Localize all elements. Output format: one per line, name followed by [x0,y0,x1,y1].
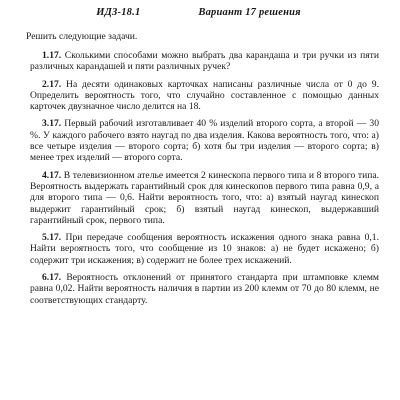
task-text: При передаче сообщения вероятность искажения одного знака равна 0,1. Найти вероятность того, что сообщение из 10 знаков: а) не будет искажено; б) содержит три искажения; в) содержит не более трех искажений. [30,232,379,266]
task-number: 6.17. [42,272,62,284]
task-number: 5.17. [42,232,62,244]
task-3 [30,118,379,163]
task-text: Вероятность отклонений от принятого стандарта при штамповке клемм равна 0,02. Найти вероятность наличия в партии из 200 клемм от 70 до 80 клемм, не соответствующих стандарту. [30,272,379,306]
task-4 [30,170,379,226]
task-number: 1.17. [42,50,62,61]
task-1 [30,50,379,73]
task-number: 2.17. [42,78,62,90]
intro-text: Решить следующие задачи. [26,31,138,42]
task-number: 4.17. [42,169,62,181]
variant-title: Вариант 17 решения [198,7,301,18]
page-header [18,7,379,18]
task-2 [30,79,379,113]
task-text: Сколькими способами можно выбрать два карандаша и три ручки из пяти различных карандашей и пяти различных ручек? [30,50,379,73]
task-number: 3.17. [42,118,62,130]
task-text: В телевизионном ательe имеется 2 кинескопа первого типа и 8 второго типа. Вероятность выдержать гарантийный срок для кинескопов первого типа равна 0,9, а для второго типа — 0,6. Найти вероятность того, что: а) взятый наугад кинескоп выдержит гарантийный срок; б) взятый наугад кинескоп, выдержавший гарантийный срок, первого типа. [30,169,379,226]
task-5 [30,232,379,266]
assignment-code: ИДЗ-18.1 [96,7,141,18]
task-text: На десяти одинаковых карточках написаны различные числа от 0 до 9. Определить вероятность того, что случайно составленное с помощью данных карточек двузначное число делится на 18. [30,78,379,113]
task-text: Первый рабочий изготавливает 40 % изделий второго сорта, а второй — 30 %. У каждого рабочего взято наугад по два изделия. Какова вероятность того, что: а) все четыре изделия — второго сорта; б) хотя бы три изделия — второго сорта; в) менее трех изделий — второго сорта. [30,118,379,164]
task-6 [30,272,379,306]
